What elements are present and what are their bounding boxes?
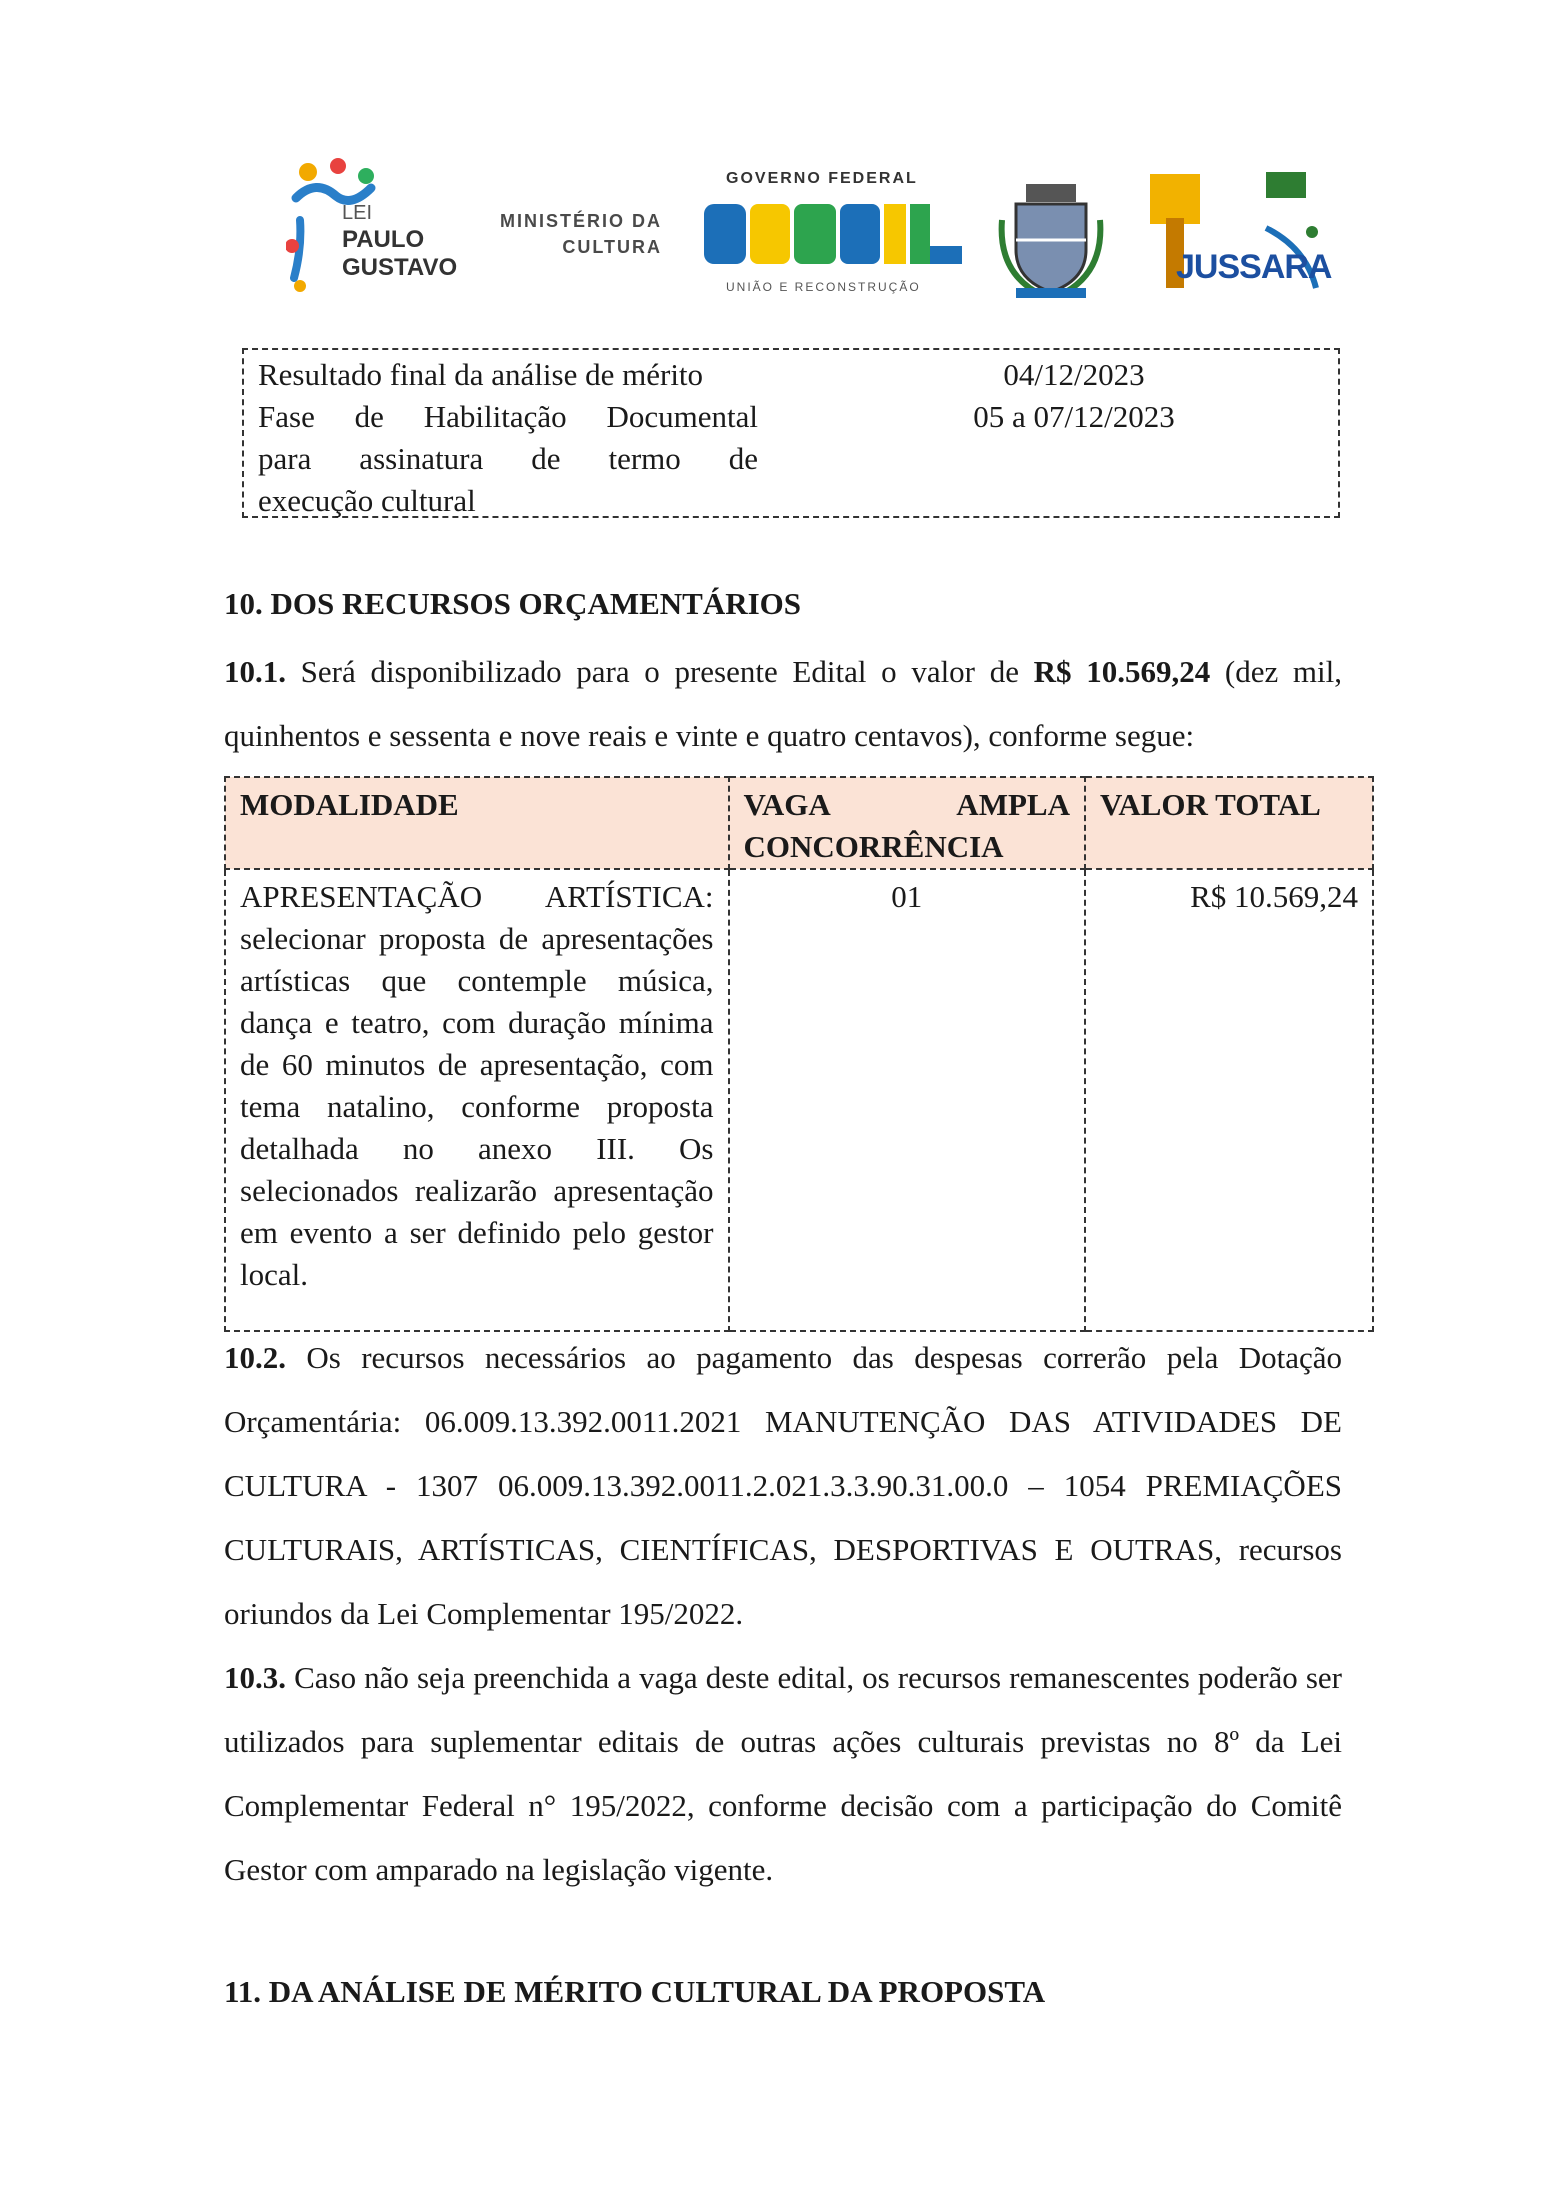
schedule-row-2-line-2: para assinatura de termo de (258, 441, 758, 476)
paragraph-10-2 (224, 1326, 1342, 1646)
cell-valor: R$ 10.569,24 (1085, 869, 1373, 1331)
schedule-row-2-line-1: Fase de Habilitação Documental (258, 399, 758, 434)
paragraph-10-3-number: 10.3. (224, 1660, 286, 1695)
jussara-text: JUSSARA (1176, 248, 1332, 286)
jussara-palm-icon (1116, 168, 1336, 308)
col-header-valor: VALOR TOTAL (1085, 777, 1373, 869)
cell-vagas: 01 (729, 869, 1085, 1331)
governo-bottom: UNIÃO E RECONSTRUÇÃO (726, 280, 921, 294)
schedule-row-1-value: 04/12/2023 (1003, 357, 1145, 392)
ministerio-line2: CULTURA (562, 237, 662, 257)
col-header-vagas: VAGA AMPLA CONCORRÊNCIA (729, 777, 1085, 869)
paragraph-10-3-text: Caso não seja preenchida a vaga deste edital, os recursos remanescentes poderão ser utilizados para suplementar editais de outras ações culturais previstas no 8º da Lei Complementar Federal n° 195/2022, conforme decisão com a participação do Comitê Gestor com amparado na legislação vigente. (224, 1660, 1342, 1887)
governo-federal-logo (704, 170, 964, 300)
brasao-municipal-logo (996, 180, 1106, 300)
lpg-line2: PAULO (342, 226, 425, 253)
lei-paulo-gustavo-logo (286, 158, 486, 298)
paragraph-10-1-text-a: Será disponibilizado para o presente Edital o valor de (286, 654, 1034, 689)
paragraph-10-3 (224, 1646, 1342, 1902)
section-10-title: 10. DOS RECURSOS ORÇAMENTÁRIOS (224, 586, 802, 621)
ministerio-line1: MINISTÉRIO DA (499, 211, 662, 231)
ministerio-cultura-logo (482, 208, 662, 260)
schedule-row-2-line-3: execução cultural (258, 483, 476, 518)
lpg-line3: GUSTAVO (342, 254, 458, 281)
cell-modalidade: APRESENTAÇÃO ARTÍSTICA: selecionar proposta de apresentações artísticas que contemple música, dança e teatro, com duração mínima de 60 minutos de apresentação, com tema natalino, conforme proposta detalhada no anexo III. Os selecionados realizarão apresentação em evento a ser definido pelo gestor local. (225, 869, 729, 1331)
header-logos (286, 158, 1336, 318)
paragraph-10-1-amount: R$ 10.569,24 (1033, 654, 1211, 689)
schedule-row-2-value: 05 a 07/12/2023 (973, 399, 1175, 434)
budget-table-header-row (225, 777, 1373, 869)
col-header-modalidade: MODALIDADE (225, 777, 729, 869)
coat-of-arms-icon (996, 180, 1106, 300)
paragraph-10-1-text-b: (dez mil, quinhentos e sessenta e nove reais e vinte e quatro centavos), conforme segue: (224, 654, 1343, 753)
paragraph-10-2-text: Os recursos necessários ao pagamento das despesas correrão pela Dotação Orçamentária: 06.009.13.392.0011.2021 MANUTENÇÃO DAS ATIVIDADES DE CULTURA - 1307 06.009.13.392.0011.2.021.3.3.90.31.00.0 – 1054 PREMIAÇÕES CULTURAIS, ARTÍSTICAS, CIENTÍFICAS, DESPORTIVAS E OUTRAS, recursos oriundos da Lei Complementar 195/2022. (224, 1340, 1342, 1631)
governo-top: GOVERNO FEDERAL (726, 170, 918, 187)
schedule-box (242, 348, 1340, 518)
paragraph-10-1 (224, 640, 1342, 768)
paragraph-10-2-number: 10.2. (224, 1340, 286, 1375)
lpg-line1: LEI (342, 202, 373, 224)
section-11-title: 11. DA ANÁLISE DE MÉRITO CULTURAL DA PROPOSTA (224, 1974, 1046, 2009)
brasil-wordmark-icon (704, 198, 964, 270)
table-row (225, 869, 1373, 1331)
budget-table (224, 776, 1374, 1332)
schedule-row-1-label: Resultado final da análise de mérito (258, 357, 704, 392)
paragraph-10-1-number: 10.1. (224, 654, 286, 689)
prefeitura-jussara-logo (1116, 168, 1336, 308)
